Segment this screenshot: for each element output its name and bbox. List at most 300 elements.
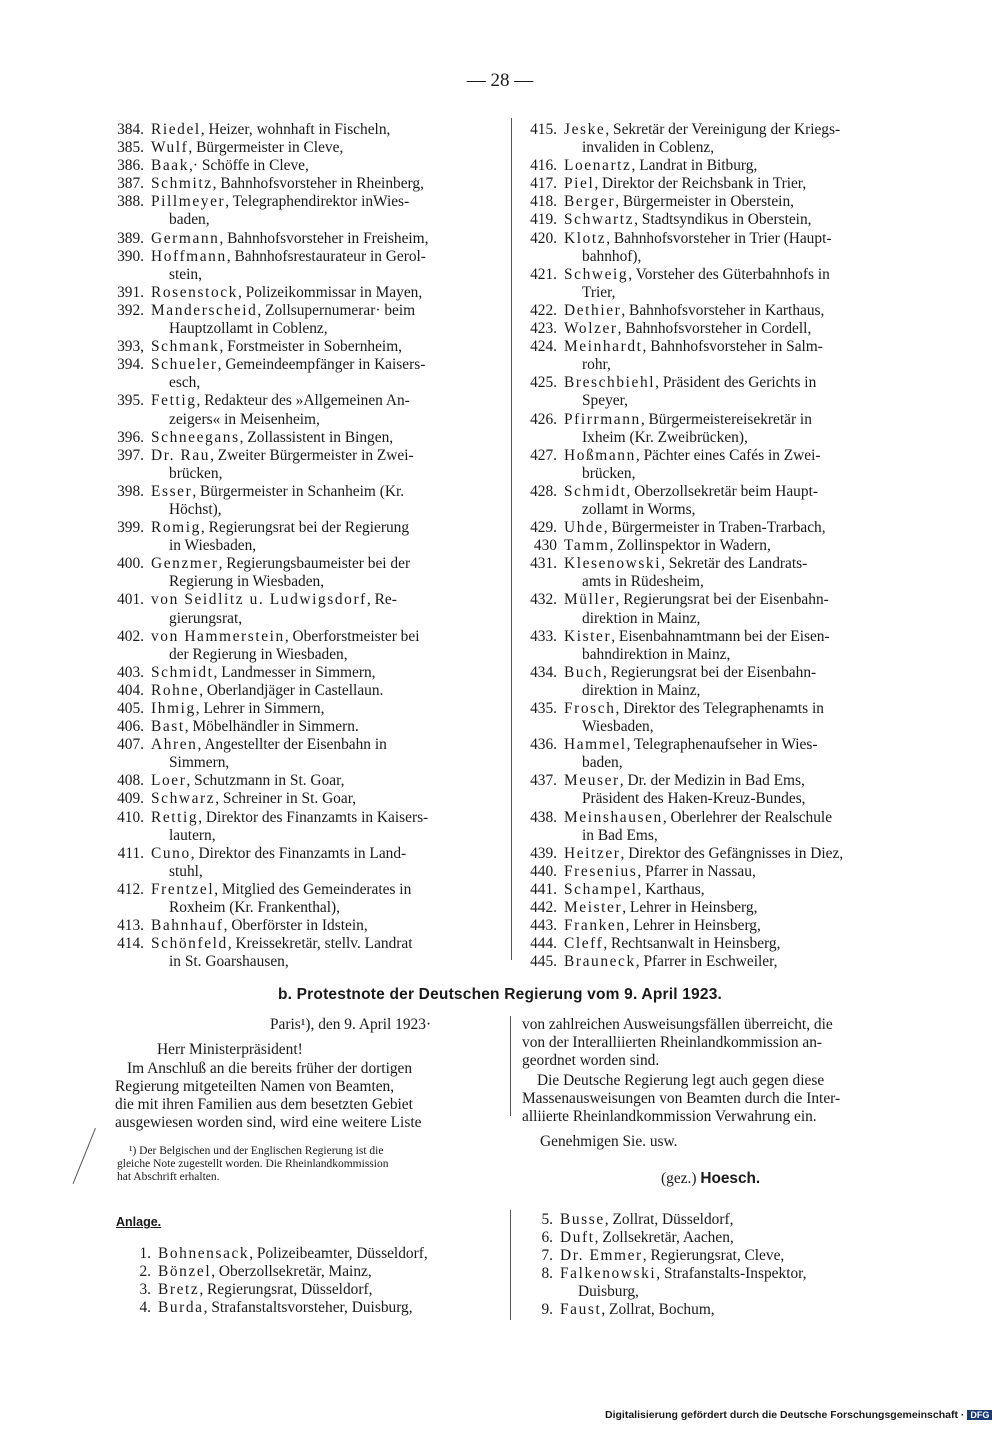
- entry-number: 415.: [530, 121, 557, 138]
- person-details: , Bahnhofsvorsteher in Cordell,: [617, 320, 812, 338]
- person-name: Frosch: [564, 700, 616, 717]
- entry-line: [151, 230, 502, 248]
- entry-number: 398.: [117, 482, 144, 500]
- list-entry: [92, 881, 502, 917]
- entry-line: [151, 718, 502, 736]
- entry-line: [151, 664, 502, 682]
- entry-line: [151, 555, 502, 573]
- letter-line: alliierte Rheinlandkommission Verwahrung ein.: [522, 1108, 817, 1126]
- entry-text: [564, 953, 915, 971]
- detail-text: Ixheim (Kr. Zweibrücken),: [582, 428, 748, 446]
- person-details: , Zweiter Bürgermeister in Zwei-: [210, 446, 414, 464]
- entry-number: 445.: [530, 953, 557, 971]
- entry-text: [151, 483, 502, 519]
- annex-entry: [505, 1265, 910, 1301]
- detail-text: stuhl,: [169, 862, 203, 880]
- entry-number: 427.: [530, 446, 557, 464]
- entry-text: [151, 429, 502, 447]
- dateline: Paris¹), den 9. April 1923·: [270, 1016, 432, 1033]
- salutation: Herr Ministerpräsident!: [157, 1041, 303, 1058]
- letter-line: die mit ihren Familien aus dem besetzten Gebiet: [115, 1096, 413, 1114]
- person-details: , Bahnhofsvorsteher in Salm-: [642, 338, 823, 356]
- entry-line: [151, 121, 502, 139]
- entry-text: [564, 157, 915, 175]
- person-details: , Mitglied des Gemeinderates in: [214, 880, 412, 898]
- entry-continuation: Duisburg,: [578, 1283, 639, 1301]
- letter-body-right: [522, 1016, 907, 1070]
- person-name: Jeske: [564, 121, 606, 138]
- person-details: , Telegraphendirektor inWies-: [225, 193, 410, 211]
- detail-text: baden,: [169, 211, 210, 229]
- entry-number: 420.: [530, 229, 557, 247]
- entry-number: 418.: [530, 193, 557, 211]
- entry-continuation: [151, 899, 502, 917]
- entry-line: [564, 320, 915, 338]
- person-details: , Zollsekretär, Aachen,: [594, 1229, 734, 1247]
- entry-continuation: [151, 610, 502, 628]
- footnote: [117, 1145, 502, 1184]
- list-entry: [505, 953, 915, 971]
- annex-entry: [103, 1281, 508, 1299]
- person-name: Esser: [151, 482, 193, 500]
- entry-text: [564, 772, 915, 808]
- person-details: , Direktor des Finanzamts in Kaisers-: [198, 808, 429, 826]
- detail-text: bahnhof),: [582, 247, 642, 265]
- person-details: , Schreiner in St. Goar,: [215, 790, 357, 808]
- entry-text: [151, 664, 502, 682]
- person-details: , Strafanstaltsvorsteher, Duisburg,: [203, 1299, 413, 1317]
- letter-line: ausgewiesen worden sind, wird eine weitere Liste: [115, 1114, 422, 1132]
- letter-body-left: [115, 1060, 505, 1132]
- entry-line: [151, 447, 502, 465]
- person-details: , Möbelhändler in Simmern.: [184, 718, 359, 736]
- entry-text: [564, 374, 915, 410]
- person-name: von Seidlitz u. Ludwigsdorf: [151, 591, 367, 609]
- list-entry: [92, 392, 502, 428]
- entry-line: [564, 175, 915, 193]
- detail-text: invaliden in Coblenz,: [582, 139, 715, 157]
- entry-text: [151, 447, 502, 483]
- entry-number: 7.: [541, 1247, 553, 1265]
- person-name: Brauneck: [564, 953, 636, 971]
- entry-text: [151, 356, 502, 392]
- entry-line: [564, 881, 915, 899]
- list-entry: [505, 772, 915, 808]
- list-entry: [92, 302, 502, 338]
- entry-number: 384.: [117, 121, 144, 138]
- person-name: Bönzel: [158, 1263, 212, 1281]
- person-details: , Oberlandjäger in Castellaun.: [199, 681, 384, 699]
- entry-continuation: [564, 754, 915, 772]
- footnote-slash: [73, 1128, 96, 1184]
- person-details: , Direktor des Finanzamts in Land-: [190, 844, 407, 862]
- section-heading: b. Protestnote der Deutschen Regierung vom 9. April 1923.: [277, 986, 723, 1003]
- person-name: Falkenowski: [560, 1265, 657, 1283]
- person-details: , Polizeibeamter, Düsseldorf,: [249, 1245, 428, 1262]
- entry-text: [151, 718, 502, 736]
- entry-line: [564, 935, 915, 953]
- list-entry: [92, 139, 502, 157]
- list-entry: [505, 447, 915, 483]
- detail-text: Wiesbaden,: [582, 718, 654, 736]
- person-name: Schmidt: [151, 663, 214, 681]
- person-name: Schmank: [151, 338, 220, 356]
- entry-number: 401.: [117, 591, 144, 609]
- person-name: Schönfeld: [151, 935, 228, 953]
- annex-list-right: [505, 1211, 910, 1320]
- letter-line: geordnet worden sind.: [522, 1052, 660, 1070]
- entry-text: [560, 1211, 910, 1229]
- list-entry: [505, 519, 915, 537]
- entry-line: [564, 809, 915, 827]
- person-details: , Dr. der Medizin in Bad Ems,: [619, 772, 805, 790]
- entry-text: [564, 555, 915, 591]
- entry-number: 435.: [530, 700, 557, 717]
- entry-number: 405.: [117, 700, 144, 717]
- entry-text: [564, 881, 915, 899]
- detail-text: brücken,: [582, 464, 636, 482]
- entry-continuation: [564, 392, 915, 410]
- person-name: Berger: [564, 193, 616, 211]
- detail-text: Regierung in Wiesbaden,: [169, 573, 325, 591]
- detail-text: in St. Goarshausen,: [169, 953, 289, 971]
- person-name: Fresenius: [564, 862, 638, 880]
- person-name: Franken: [564, 917, 626, 935]
- entry-number: 441.: [530, 880, 557, 898]
- person-name: Tamm: [564, 537, 610, 555]
- entry-text: [560, 1247, 910, 1265]
- entry-line: [158, 1281, 508, 1299]
- closing: Genehmigen Sie. usw.: [540, 1133, 678, 1150]
- entry-text: [151, 392, 502, 428]
- list-entry: [92, 248, 502, 284]
- person-details: , Pfarrer in Eschweiler,: [635, 953, 778, 971]
- list-entry: [505, 230, 915, 266]
- person-details: , Pfarrer in Nassau,: [637, 862, 756, 880]
- entry-number: 438.: [530, 808, 557, 826]
- person-name: Schneegans: [151, 428, 240, 446]
- entry-line: [151, 157, 502, 175]
- person-details: , Oberförster in Idstein,: [223, 917, 368, 935]
- person-name: Uhde: [564, 519, 604, 537]
- person-name: Breschbiehl: [564, 374, 656, 392]
- list-entry: [92, 772, 502, 790]
- entry-number: 437.: [530, 772, 557, 790]
- entry-number: 411.: [117, 844, 144, 862]
- list-entry: [92, 917, 502, 935]
- person-details: , Gemeindeempfänger in Kaisers-: [217, 356, 426, 374]
- letter-body-right-2: [522, 1072, 907, 1126]
- list-entry: [505, 881, 915, 899]
- entry-text: [564, 917, 915, 935]
- entry-number: 406.: [117, 718, 144, 736]
- person-name: Cuno: [151, 844, 191, 862]
- entry-line: [564, 845, 915, 863]
- entry-line: [560, 1211, 910, 1229]
- entry-line: [151, 917, 502, 935]
- entry-line: [151, 175, 502, 193]
- person-details: , Schutzmann in St. Goar,: [186, 772, 345, 790]
- entry-number: 399.: [117, 519, 144, 537]
- person-name: Hammel: [564, 736, 627, 754]
- entry-number: 409.: [117, 790, 144, 808]
- entry-number: 4.: [139, 1299, 151, 1317]
- list-entry: [92, 809, 502, 845]
- person-name: Manderscheid: [151, 301, 258, 319]
- list-entry: [92, 519, 502, 555]
- letter-line: von zahlreichen Ausweisungsfällen überreicht, die: [522, 1016, 833, 1033]
- person-name: Baak: [151, 157, 190, 175]
- entry-text: [151, 736, 502, 772]
- entry-continuation: [564, 646, 915, 664]
- person-name: Genzmer: [151, 555, 219, 573]
- list-entry: [505, 845, 915, 863]
- entry-line: [151, 356, 502, 374]
- annex-list-left: [103, 1245, 508, 1317]
- entry-number: 392.: [117, 301, 144, 319]
- person-details: , Stadtsyndikus in Oberstein,: [634, 211, 812, 229]
- detail-text: in Bad Ems,: [582, 826, 658, 844]
- person-details: , Polizeikommissar in Mayen,: [237, 283, 423, 301]
- detail-text: amts in Rüdesheim,: [582, 573, 704, 591]
- entry-text: [564, 193, 915, 211]
- annex-entry: [505, 1247, 910, 1265]
- entry-number: 408.: [117, 772, 144, 790]
- list-entry: [92, 483, 502, 519]
- list-entry: [505, 411, 915, 447]
- person-name: Müller: [564, 591, 616, 609]
- person-details: , Angestellter der Eisenbahn in: [197, 736, 387, 754]
- entry-text: [158, 1245, 508, 1263]
- entry-line: [560, 1301, 910, 1319]
- entry-text: [560, 1229, 910, 1247]
- entry-text: [564, 266, 915, 302]
- entry-continuation: [564, 610, 915, 628]
- entry-text: [151, 248, 502, 284]
- person-details: , Regierungsrat, Düsseldorf,: [199, 1281, 373, 1299]
- person-details: , Kreissekretär, stellv. Landrat: [227, 935, 413, 953]
- entry-text: [564, 700, 915, 736]
- entry-continuation: [151, 320, 502, 338]
- entry-number: 429.: [530, 519, 557, 537]
- detail-text: der Regierung in Wiesbaden,: [169, 645, 348, 663]
- entry-number: 421.: [530, 265, 557, 283]
- entry-text: [151, 302, 502, 338]
- person-details: , Eisenbahnamtmann bei der Eisen-: [611, 627, 830, 645]
- entry-text: [151, 338, 502, 356]
- entry-number: 425.: [530, 374, 557, 392]
- entry-line: [560, 1247, 910, 1265]
- letter-line: Die Deutsche Regierung legt auch gegen diese: [537, 1072, 825, 1089]
- person-details: , Sekretär des Landrats-: [661, 555, 808, 573]
- entry-text: [151, 157, 502, 175]
- entry-text: [564, 845, 915, 863]
- entry-number: 433.: [530, 627, 557, 645]
- entry-text: [151, 284, 502, 302]
- list-entry: [505, 374, 915, 410]
- entry-number: 389.: [117, 229, 144, 247]
- entry-text: [151, 519, 502, 555]
- detail-text: Speyer,: [582, 392, 628, 410]
- person-details: , Vorsteher des Güterbahnhofs in: [628, 265, 830, 283]
- person-name: Wulf: [151, 139, 189, 157]
- entry-line: [151, 392, 502, 410]
- person-details: , Lehrer in Simmern,: [195, 700, 325, 717]
- entry-text: [564, 230, 915, 266]
- entry-line: [564, 266, 915, 284]
- entry-line: [151, 772, 502, 790]
- person-details: , Re-: [366, 591, 397, 609]
- entry-line: [151, 139, 502, 157]
- person-details: , Direktor der Reichsbank in Trier,: [594, 175, 807, 193]
- entry-number: 428.: [530, 482, 557, 500]
- letter-line: Im Anschluß an die bereits früher der dortigen: [127, 1060, 413, 1077]
- entry-number: 424.: [530, 338, 557, 356]
- person-name: Meinhardt: [564, 338, 643, 356]
- person-name: Cleff: [564, 935, 604, 953]
- annex-entry: [103, 1263, 508, 1281]
- list-entry: [505, 664, 915, 700]
- person-name: Kister: [564, 627, 612, 645]
- list-entry: [92, 447, 502, 483]
- entry-number: 413.: [117, 917, 144, 935]
- person-details: , Forstmeister in Sobernheim,: [219, 338, 403, 356]
- annex-entry: [505, 1229, 910, 1247]
- entry-continuation: [564, 284, 915, 302]
- entry-number: 423.: [530, 320, 557, 338]
- list-entry: [505, 555, 915, 591]
- signature: [661, 1170, 760, 1188]
- list-entry: [92, 193, 502, 229]
- entry-number: 444.: [530, 935, 557, 953]
- entry-number: 393,: [117, 338, 144, 356]
- person-details: , Landrat in Bitburg,: [631, 157, 758, 175]
- entry-line: [560, 1229, 910, 1247]
- entry-line: [158, 1263, 508, 1281]
- entry-line: [564, 700, 915, 718]
- person-details: , Oberlehrer der Realschule: [662, 808, 833, 826]
- person-name: Ihmig: [151, 700, 196, 717]
- person-name: Piel: [564, 175, 595, 193]
- entry-continuation: [151, 537, 502, 555]
- person-details: , Sekretär der Vereinigung der Kriegs-: [605, 121, 841, 138]
- person-details: , Regierungsrat bei der Regierung: [200, 519, 410, 537]
- entry-text: [564, 338, 915, 374]
- list-entry: [505, 809, 915, 845]
- entry-text: [151, 175, 502, 193]
- entry-continuation: [151, 953, 502, 971]
- entry-number: 3.: [139, 1281, 151, 1299]
- entry-text: [151, 555, 502, 591]
- entry-continuation: [564, 429, 915, 447]
- entry-continuation: [151, 573, 502, 591]
- entry-line: [564, 193, 915, 211]
- entry-text: [560, 1265, 910, 1301]
- entry-line: [564, 899, 915, 917]
- list-entry: [505, 302, 915, 320]
- entry-text: [151, 230, 502, 248]
- person-details: , Landmesser in Simmern,: [213, 663, 376, 681]
- entry-line: [151, 809, 502, 827]
- detail-text: brücken,: [169, 464, 223, 482]
- entry-continuation: [151, 411, 502, 429]
- entry-number: 434.: [530, 663, 557, 681]
- annex-entry: [103, 1299, 508, 1317]
- entry-line: [151, 302, 502, 320]
- person-details: , Bahnhofsvorsteher in Trier (Haupt-: [606, 229, 832, 247]
- person-name: von Hammerstein: [151, 627, 285, 645]
- person-name: Wolzer: [564, 320, 618, 338]
- entry-number: 432.: [530, 591, 557, 609]
- list-entry: [505, 157, 915, 175]
- entry-line: [564, 519, 915, 537]
- person-details: , Bürgermeistereisekretär in: [640, 410, 812, 428]
- entry-text: [158, 1263, 508, 1281]
- entry-text: [151, 121, 502, 139]
- letter-line: von der Interalliierten Rheinlandkommission an-: [522, 1034, 823, 1052]
- list-entry: [92, 555, 502, 591]
- detail-text: rohr,: [582, 356, 611, 374]
- list-entry: [505, 175, 915, 193]
- entry-number: 8.: [541, 1265, 553, 1283]
- entry-number: 422.: [530, 301, 557, 319]
- person-name: Faust: [560, 1301, 602, 1319]
- annex-entry: [505, 1301, 910, 1319]
- entry-text: [564, 537, 915, 555]
- entry-text: [564, 302, 915, 320]
- detail-text: Höchst),: [169, 500, 222, 518]
- person-name: Ahren: [151, 736, 198, 754]
- entry-line: [564, 772, 915, 790]
- list-entry: [92, 718, 502, 736]
- person-details: , Präsident des Gerichts in: [655, 374, 817, 392]
- entry-line: [151, 284, 502, 302]
- entry-continuation: [564, 139, 915, 157]
- entry-line: [564, 483, 915, 501]
- entry-continuation: [151, 501, 502, 519]
- list-entry: [505, 121, 915, 157]
- entry-number: 9.: [541, 1301, 553, 1319]
- entry-number: 414.: [117, 935, 144, 953]
- entry-text: [151, 682, 502, 700]
- detail-text: zollamt in Worms,: [582, 500, 696, 518]
- person-name: Loer: [151, 772, 187, 790]
- entry-line: [151, 881, 502, 899]
- list-entry: [92, 700, 502, 718]
- entry-line: [151, 519, 502, 537]
- list-entry: [505, 483, 915, 519]
- person-details: , Bürgermeister in Cleve,: [188, 139, 344, 157]
- person-name: Pillmeyer: [151, 193, 226, 211]
- person-details: , Bürgermeister in Oberstein,: [615, 193, 795, 211]
- footer-credit: [605, 1409, 992, 1421]
- entry-line: [564, 121, 915, 139]
- list-entry: [92, 284, 502, 302]
- person-details: , Bahnhofsvorsteher in Freisheim,: [219, 229, 429, 247]
- list-entry: [92, 664, 502, 682]
- entry-number: 407.: [117, 736, 144, 754]
- annex-label: Anlage.: [116, 1215, 162, 1229]
- list-entry: [505, 193, 915, 211]
- entry-continuation: [564, 248, 915, 266]
- entry-line: [151, 483, 502, 501]
- entry-number: 400.: [117, 555, 144, 573]
- entry-text: [151, 845, 502, 881]
- entry-line: [564, 664, 915, 682]
- person-name: Schwarz: [151, 790, 216, 808]
- entry-text: [564, 736, 915, 772]
- entry-text: [560, 1301, 910, 1319]
